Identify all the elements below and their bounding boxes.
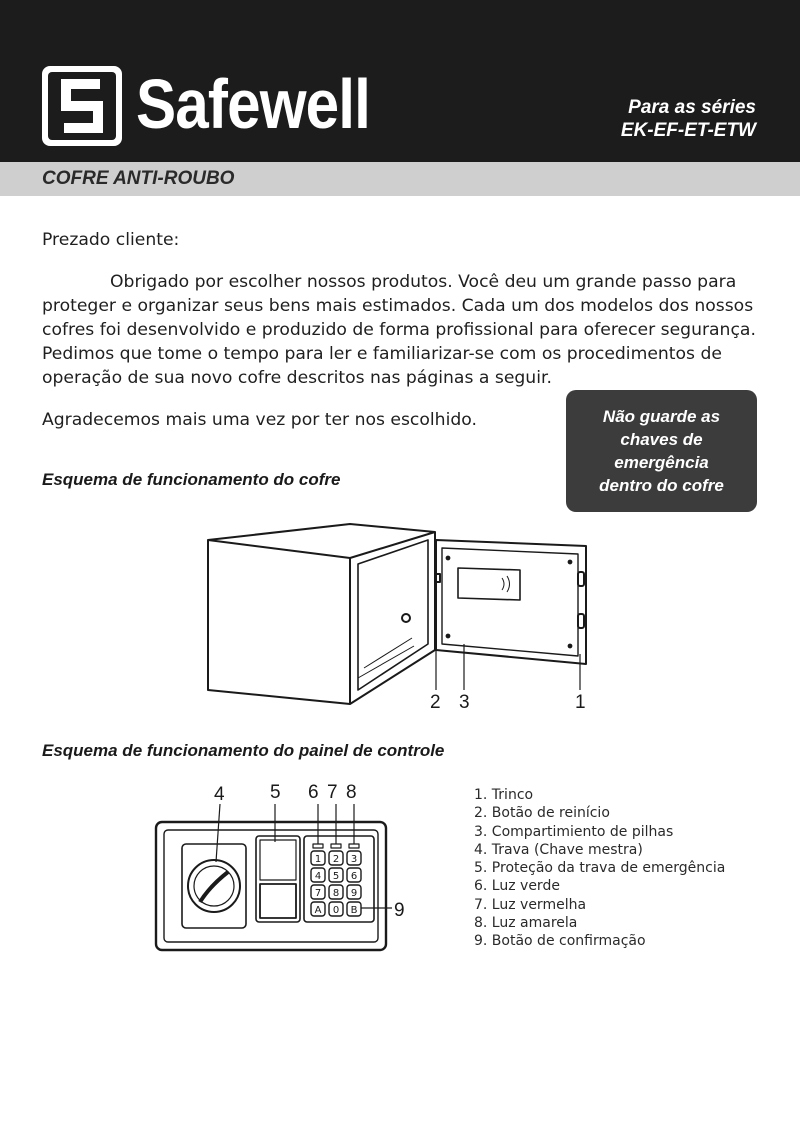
keypad-key-label: 4: [314, 871, 322, 882]
callout-7: 7: [327, 782, 338, 803]
control-panel-diagram: [150, 778, 420, 956]
warning-notice-text: Não guarde as chaves de emergência dentro do cofre: [599, 407, 724, 495]
callout-1: 1: [575, 692, 586, 713]
keypad-key-label: 0: [332, 905, 340, 916]
keypad-key-label: 1: [314, 854, 322, 865]
series-info: [621, 96, 756, 142]
keypad-key-label: 7: [314, 888, 322, 899]
callout-5: 5: [270, 782, 281, 803]
keypad-key-label: A: [314, 905, 322, 916]
subheader-bar: [0, 162, 800, 196]
keypad-key-label: 5: [332, 871, 340, 882]
list-item: 7. Luz vermelha: [474, 896, 587, 913]
list-item: 8. Luz amarela: [474, 915, 578, 932]
callout-6: 6: [308, 782, 319, 803]
list-item: 9. Botão de confirmação: [474, 933, 646, 950]
page-header: [0, 0, 800, 162]
list-item: 2. Botão de reinício: [474, 805, 610, 822]
keypad-key-label: 9: [350, 888, 358, 899]
greeting: Prezado cliente:: [42, 230, 180, 250]
parts-list: [474, 786, 725, 951]
callout-4: 4: [214, 784, 225, 805]
list-item: 3. Compartimiento de pilhas: [474, 823, 674, 840]
keypad-key-label: B: [350, 905, 358, 916]
thanks-line: Agradecemos mais uma vez por ter nos escolhido.: [42, 410, 477, 430]
callout-3: 3: [459, 692, 470, 713]
intro-paragraph: Obrigado por escolher nossos produtos. Você deu um grande passo para proteger e organizar seus bens mais estimados. Cada um dos modelos dos nossos cofres foi desenvolvido e produzido de forma profissional para oferecer segurança. Pedimos que tome o tempo para ler e familiarizar-se com os procedimentos de operação de sua novo cofre descritos nas páginas a seguir.: [42, 272, 756, 388]
list-item: 4. Trava (Chave mestra): [474, 841, 643, 858]
safe-diagram: [200, 518, 600, 714]
brand-name: Safewell: [136, 65, 371, 143]
callout-8: 8: [346, 782, 357, 803]
keypad-key-label: 8: [332, 888, 340, 899]
list-item: 5. Proteção da trava de emergência: [474, 860, 726, 877]
panel-diagram-title: Esquema de funcionamento do painel de controle: [42, 741, 445, 760]
series-label: Para as séries: [628, 97, 756, 118]
series-models: EK-EF-ET-ETW: [620, 120, 756, 141]
safe-diagram-title: Esquema de funcionamento do cofre: [42, 470, 341, 489]
keypad: [311, 851, 361, 916]
list-item: 6. Luz verde: [474, 878, 560, 895]
keypad-key-label: 2: [332, 854, 340, 865]
safewell-logo-icon: [42, 66, 122, 146]
keypad-key-label: 3: [350, 854, 358, 865]
callout-9: 9: [394, 900, 405, 921]
warning-notice: [566, 390, 757, 512]
keypad-key-label: 6: [350, 871, 358, 882]
list-item: 1. Trinco: [474, 787, 534, 803]
page-title: COFRE ANTI-ROUBO: [42, 168, 235, 189]
callout-2: 2: [430, 692, 441, 713]
